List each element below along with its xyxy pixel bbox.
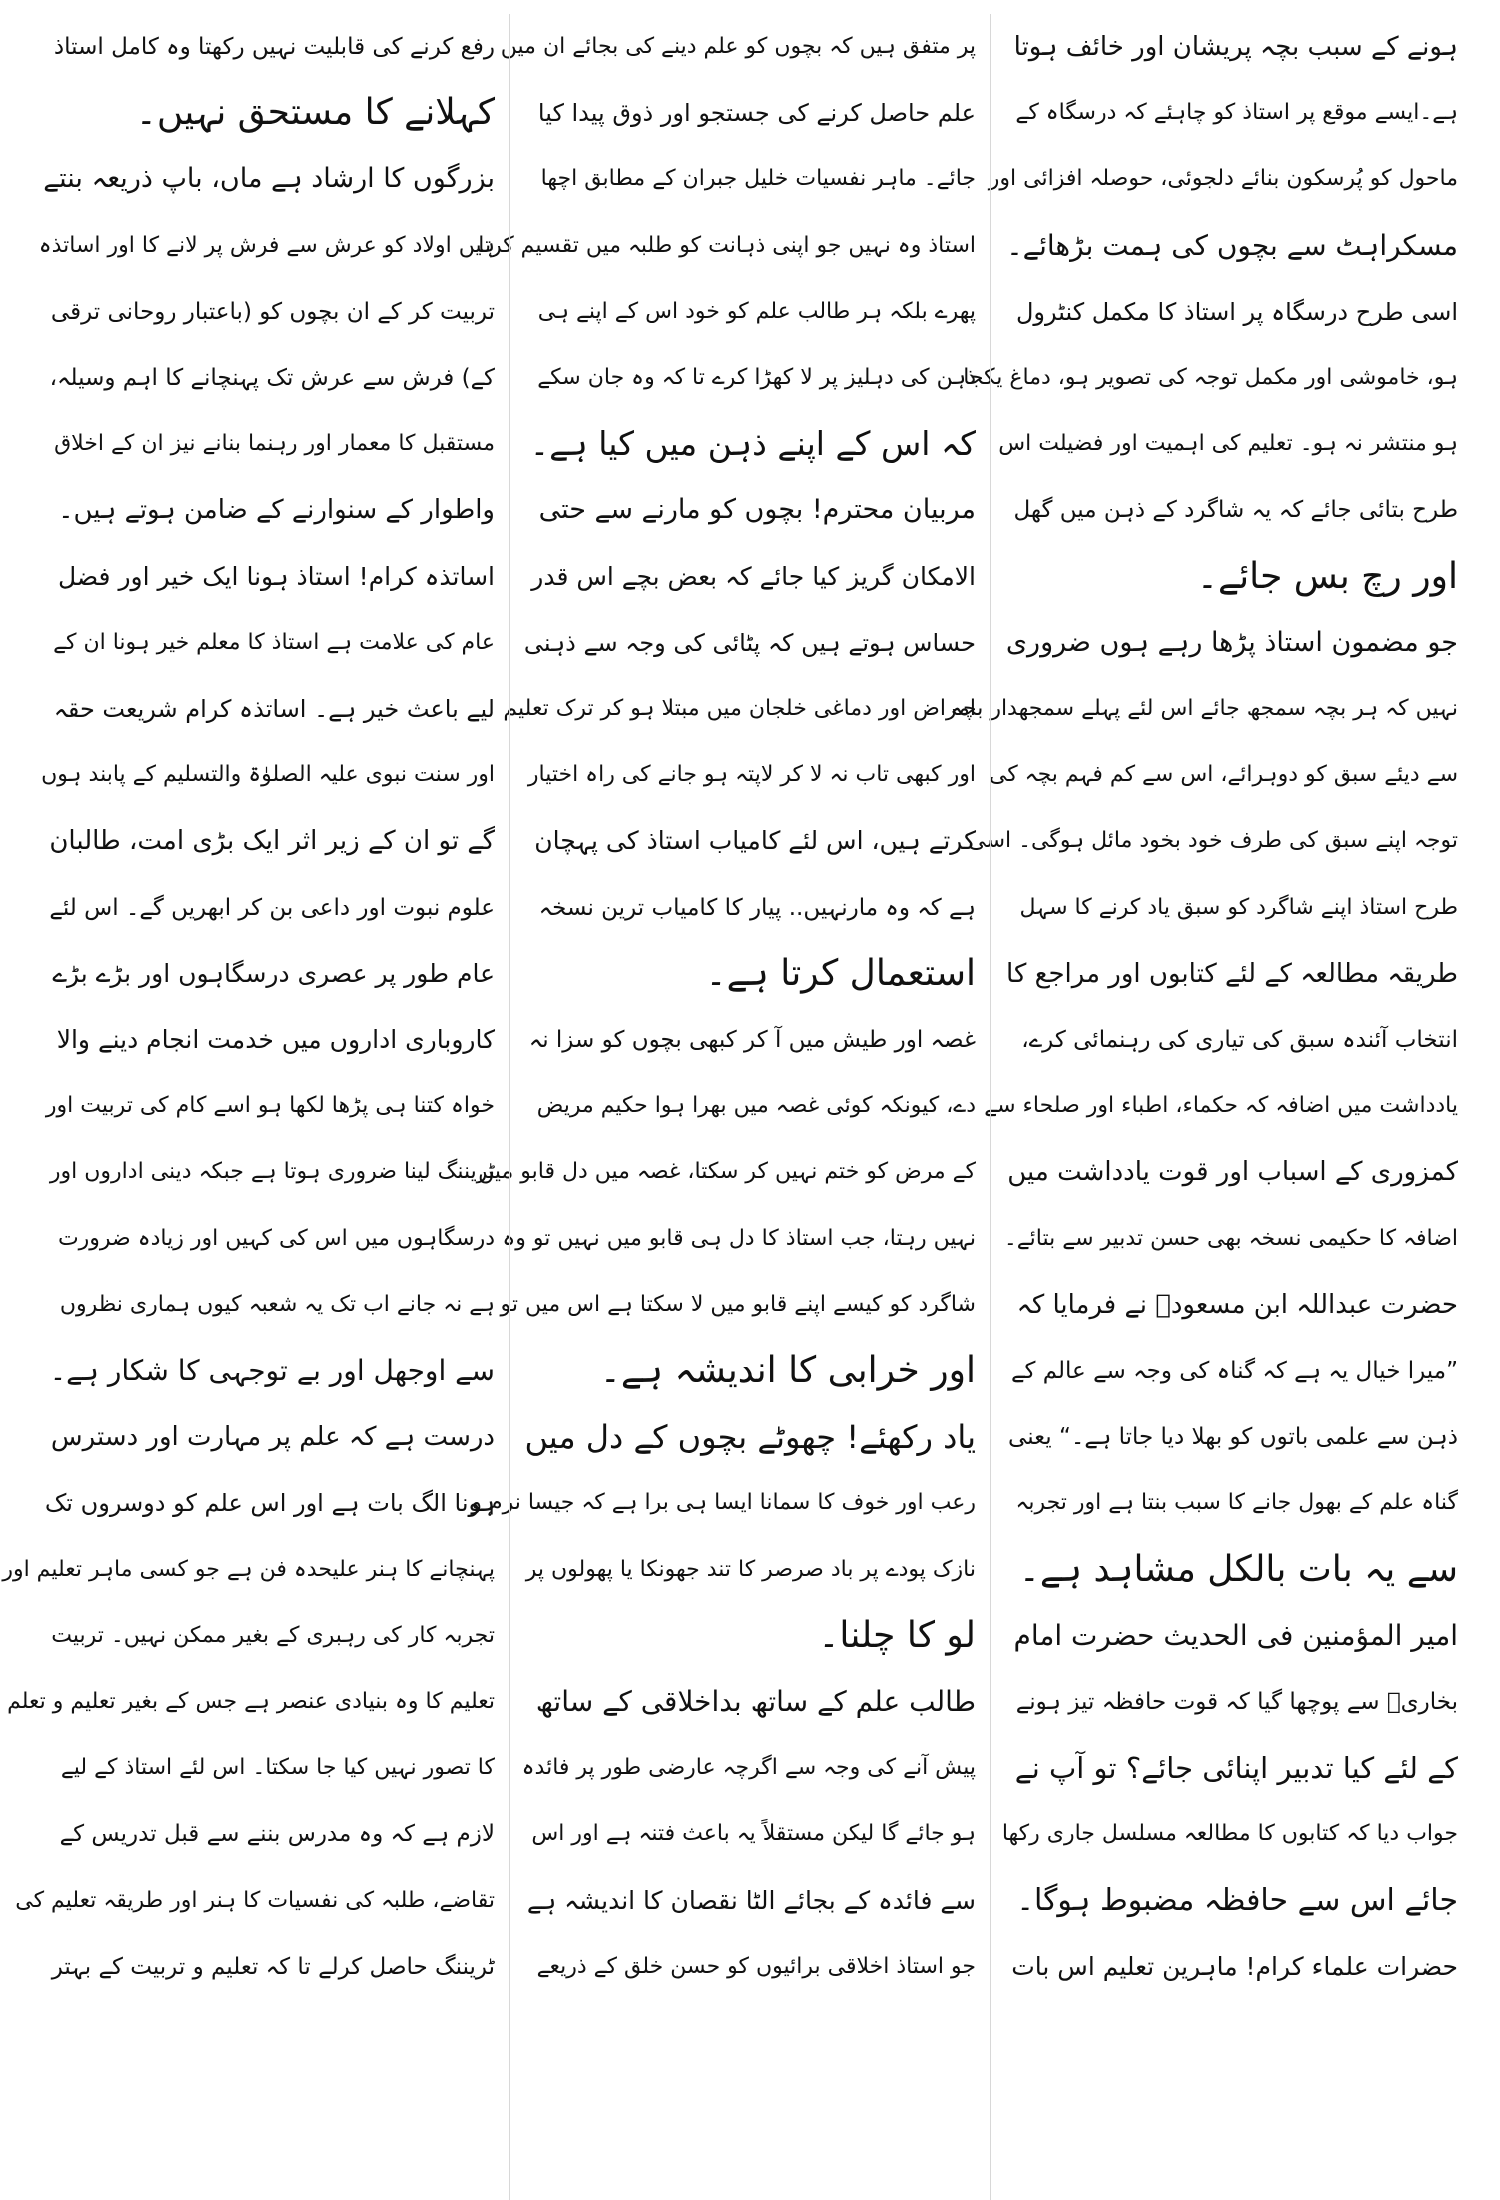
text-line: سے فائدہ کے بجائے الٹا نقصان کا اندیشہ ہے [526,1885,976,1915]
text-line: جو استاذ اخلاقی برائیوں کو حسن خلق کے ذریعے [536,1953,976,1979]
column-left [2,14,510,2200]
paragraph [471,1404,976,1669]
text-line: ہو منتشر نہ ہو۔ تعلیم کی اہمیت اور فضیلت اس [998,431,1458,457]
text-line: امیر المؤمنین فی الحدیث حضرت امام [1013,1618,1458,1652]
text-line: کے لئے کیا تدبیر اپنائی جائے؟ تو آپ نے [1014,1751,1458,1786]
column-right [950,14,1472,2200]
text-line: یاد رکھئے! چھوٹے بچوں کے دل میں [524,1418,976,1457]
text-line: کہ اس کے اپنے ذہن میں کیا ہے۔ [529,424,976,464]
paragraph [521,1669,976,2000]
text-line: ہونے کے سبب بچہ پریشان اور خائف ہوتا [1013,32,1458,62]
text-line: ہے نہ جانے اب تک یہ شعبہ کیوں ہماری نظروں [59,1291,495,1317]
text-line: اور خرابی کا اندیشہ ہے۔ [599,1350,976,1392]
text-line: واطوار کے سنوارنے کے ضامن ہوتے ہیں۔ [58,495,495,526]
paragraph [1005,1934,1458,2000]
text-line: ”میرا خیال یہ ہے کہ گناہ کی وجہ سے عالم کے [1010,1358,1458,1385]
text-line: طرح بتائی جائے کہ یہ شاگرد کے ذہن میں گھل [1013,497,1458,524]
text-line: امراض اور دماغی خلجان میں مبتلا ہو کر ترک تعلیم [503,696,976,722]
text-line: رعب اور خوف کا سمانا ایسا ہی برا ہے کہ جیسا نرم و [471,1490,976,1516]
text-line: ذہن کی دہلیز پر لا کھڑا کرے تا کہ وہ جان سکے [537,365,976,391]
text-line: اسی طرح درسگاہ پر استاذ کا مکمل کنٹرول [1015,297,1458,326]
text-line: طریقہ مطالعہ کے لئے کتابوں اور مراجع کا [1006,958,1458,989]
text-line: کے مرض کو ختم نہیں کر سکتا، غصہ میں دل قابو میں [478,1159,976,1185]
text-line: طالب علم کے ساتھ بداخلاقی کے ساتھ [535,1685,976,1719]
text-line: حضرات علماء کرام! ماہرین تعلیم اس بات [1011,1951,1458,1981]
text-line: تعلیم کا وہ بنیادی عنصر ہے جس کے بغیر تعلیم و تعلم [7,1689,495,1715]
paragraph [43,14,495,146]
paragraph [478,14,976,477]
text-line: سے دیئے سبق کو دوہرائے، اس سے کم فہم بچہ کی [988,762,1458,788]
text-line: شاگرد کو کیسے اپنے قابو میں لا سکتا ہے اس میں تو [500,1291,976,1317]
text-line: ٹریننگ حاصل کرلے تا کہ تعلیم و تربیت کے بہتر [51,1953,495,1980]
text-line: ہونا الگ بات ہے اور اس علم کو دوسروں تک [44,1489,495,1518]
paragraph [988,14,1458,279]
text-line: بخاریؒ سے پوچھا گیا کہ قوت حافظہ تیز ہونے [1015,1689,1458,1716]
text-line: عام کی علامت ہے استاذ کا معلم خیر ہونا ان کے [53,629,495,655]
text-line: ہو جائے گا لیکن مستقلاً یہ باعث فتنہ ہے اور اس [531,1821,976,1847]
text-line: ہے کہ وہ مارنہیں.. پیار کا کامیاب ترین نسخہ [538,894,976,921]
text-line: استعمال کرتا ہے۔ [705,952,976,994]
text-line: استاذ وہ نہیں جو اپنی ذہانت کو طلبہ میں تقسیم کرتا [478,232,976,258]
paragraph [478,1007,976,1404]
text-line: مسکراہٹ سے بچوں کی ہمت بڑھائے۔ [1006,228,1458,262]
text-line: کمزوری کے اسباب اور قوت یادداشت میں [1007,1157,1458,1188]
text-line: دے، کیونکہ کوئی غصہ میں بھرا ہوا حکیم مریض [536,1093,976,1119]
text-line: لیے باعث خیر ہے۔ اساتذہ کرام شریعت حقہ [53,695,495,724]
text-line: جائے اس سے حافظہ مضبوط ہوگا۔ [1016,1882,1458,1918]
paragraph [1001,1603,1458,1934]
text-line: تربیت کر کے ان بچوں کو (باعتبار روحانی ترقی [50,298,495,325]
text-line: نازک پودے پر باد صرصر کا تند جھونکا یا پھولوں پر [525,1556,976,1582]
paragraph [38,146,495,543]
text-line: درست ہے کہ علم پر مہارت اور دسترس [50,1422,495,1453]
text-line: جائے۔ ماہر نفسیات خلیل جبران کے مطابق اچھا [540,166,976,192]
text-line: ٹریننگ لینا ضروری ہوتا ہے جبکہ دینی اداروں اور [49,1159,495,1185]
text-line: مربیان محترم! بچوں کو مارنے سے حتی [538,494,976,526]
text-line: اساتذہ کرام! استاذ ہونا ایک خیر اور فضل [57,561,495,591]
text-line: لازم ہے کہ وہ مدرس بننے سے قبل تدریس کے [59,1821,495,1848]
text-line: غصہ اور طیش میں آ کر کبھی بچوں کو سزا نہ [528,1027,976,1054]
paragraph [2,1404,495,2000]
text-line: تجربہ کار کی رہبری کے بغیر ممکن نہیں۔ تربیت [51,1622,495,1648]
text-line: طرح استاذ اپنے شاگرد کو سبق یاد کرنے کا سہل [1019,894,1458,920]
text-line: کرتے ہیں، اس لئے کامیاب استاذ کی پہچان [534,826,976,856]
text-line: سے اوجھل اور بے توجہی کا شکار ہے۔ [49,1354,495,1388]
text-line: پیش آنے کی وجہ سے اگرچہ عارضی طور پر فائدہ [521,1755,976,1781]
text-line: علم حاصل کرنے کی جستجو اور ذوق پیدا کیا [537,99,976,128]
text-line: مستقبل کا معمار اور رہنما بنانے نیز ان کے اخلاق [54,431,495,457]
text-line: نہیں کہ ہر بچہ سمجھ جائے اس لئے پہلے سمجھدار بچہ [950,696,1458,722]
text-line: سے یہ بات بالکل مشاہد ہے۔ [1018,1548,1458,1590]
text-line: جو مضمون استاذ پڑھا رہے ہوں ضروری [1005,626,1458,658]
text-line: ہیں اولاد کو عرش سے فرش پر لانے کا اور اساتذہ [38,232,495,258]
paragraph [963,279,1458,610]
text-line: کہلانے کا مستحق نہیں۔ [135,92,495,134]
text-line: اور رچ بس جائے۔ [1196,555,1458,597]
paragraph [1005,1272,1458,1603]
paragraph [950,610,1458,1272]
text-line: حضرت عبداللہ ابن مسعودؓ نے فرمایا کہ [1016,1289,1458,1320]
text-line: عام طور پر عصری درسگاہوں اور بڑے بڑے [52,958,495,988]
text-line: گناہ علم کے بھول جانے کا سبب بنتا ہے اور تجربہ [1015,1490,1458,1516]
text-line: تقاضے، طلبہ کی نفسیات کا ہنر اور طریقہ تعلیم کی [15,1887,495,1913]
text-line: بزرگوں کا ارشاد ہے ماں، باپ ذریعہ بنتے [43,163,495,195]
text-line: یادداشت میں اضافہ کہ حکماء، اطباء اور صلحاء سے [984,1093,1458,1119]
text-columns [2,14,1472,2200]
text-line: پر متفق ہیں کہ بچوں کو علم دینے کی بجائے ان میں [500,34,976,59]
text-line: پہنچانے کا ہنر علیحدہ فن ہے جو کسی ماہر تعلیم اور [2,1556,495,1582]
text-line: علوم نبوت اور داعی بن کر ابھریں گے۔ اس لئے [49,894,495,921]
text-line: ہو، خاموشی اور مکمل توجہ کی تصویر ہو، دماغ یکجا [963,365,1458,391]
text-line: لو کا چلنا۔ [818,1614,976,1656]
text-line: جواب دیا کہ کتابوں کا مطالعہ مسلسل جاری رکھا [1001,1821,1458,1847]
text-line: کا تصور نہیں کیا جا سکتا۔ اس لئے استاذ کے لیے [60,1755,495,1781]
text-line: رفع کرنے کی قابلیت نہیں رکھتا وہ کامل استاذ [53,34,495,60]
paragraph [43,544,495,1405]
text-line: پھرے بلکہ ہر طالب علم کو خود اس کے اپنے ہی [537,298,976,324]
text-line: ہے۔ایسے موقع پر استاذ کو چاہئے کہ درسگاہ کے [1015,100,1458,126]
text-line: درسگاہوں میں اس کی کہیں اور زیادہ ضرورت [57,1225,495,1251]
text-line: اور کبھی تاب نہ لا کر لاپتہ ہو جانے کی راہ اختیار [527,762,976,788]
text-line: ماحول کو پُرسکون بنائے دلجوئی، حوصلہ افزائی اور [988,166,1458,192]
text-line: ذہن سے علمی باتوں کو بھلا دیا جاتا ہے۔“ یعنی [1008,1424,1458,1451]
text-line: اور سنت نبوی علیہ الصلوٰۃ والتسلیم کے پابند ہوں [41,762,495,788]
text-line: گے تو ان کے زیر اثر ایک بڑی امت، طالبان [49,826,495,857]
text-line: کاروباری اداروں میں خدمت انجام دینے والا [56,1025,495,1055]
text-line: نہیں رہتا، جب استاذ کا دل ہی قابو میں نہیں تو وہ [502,1225,976,1251]
text-line: توجہ اپنے سبق کی طرف خود بخود مائل ہوگی۔ اسی [968,828,1458,854]
paragraph [503,477,976,1007]
column-middle [471,14,991,2200]
text-line: اضافہ کا حکیمی نسخہ بھی حسن تدبیر سے بتائے۔ [1003,1225,1458,1251]
text-line: انتخاب آئندہ سبق کی تیاری کی رہنمائی کرے، [1021,1027,1458,1054]
text-line: الامکان گریز کیا جائے کہ بعض بچے اس قدر [531,561,976,591]
text-line: حساس ہوتے ہیں کہ پٹائی کی وجہ سے ذہنی [523,628,976,657]
text-line: خواہ کتنا ہی پڑھا لکھا ہو اسے کام کی تربیت اور [45,1093,495,1119]
text-line: کے) فرش سے عرش تک پہنچانے کا اہم وسیلہ، [49,365,495,392]
